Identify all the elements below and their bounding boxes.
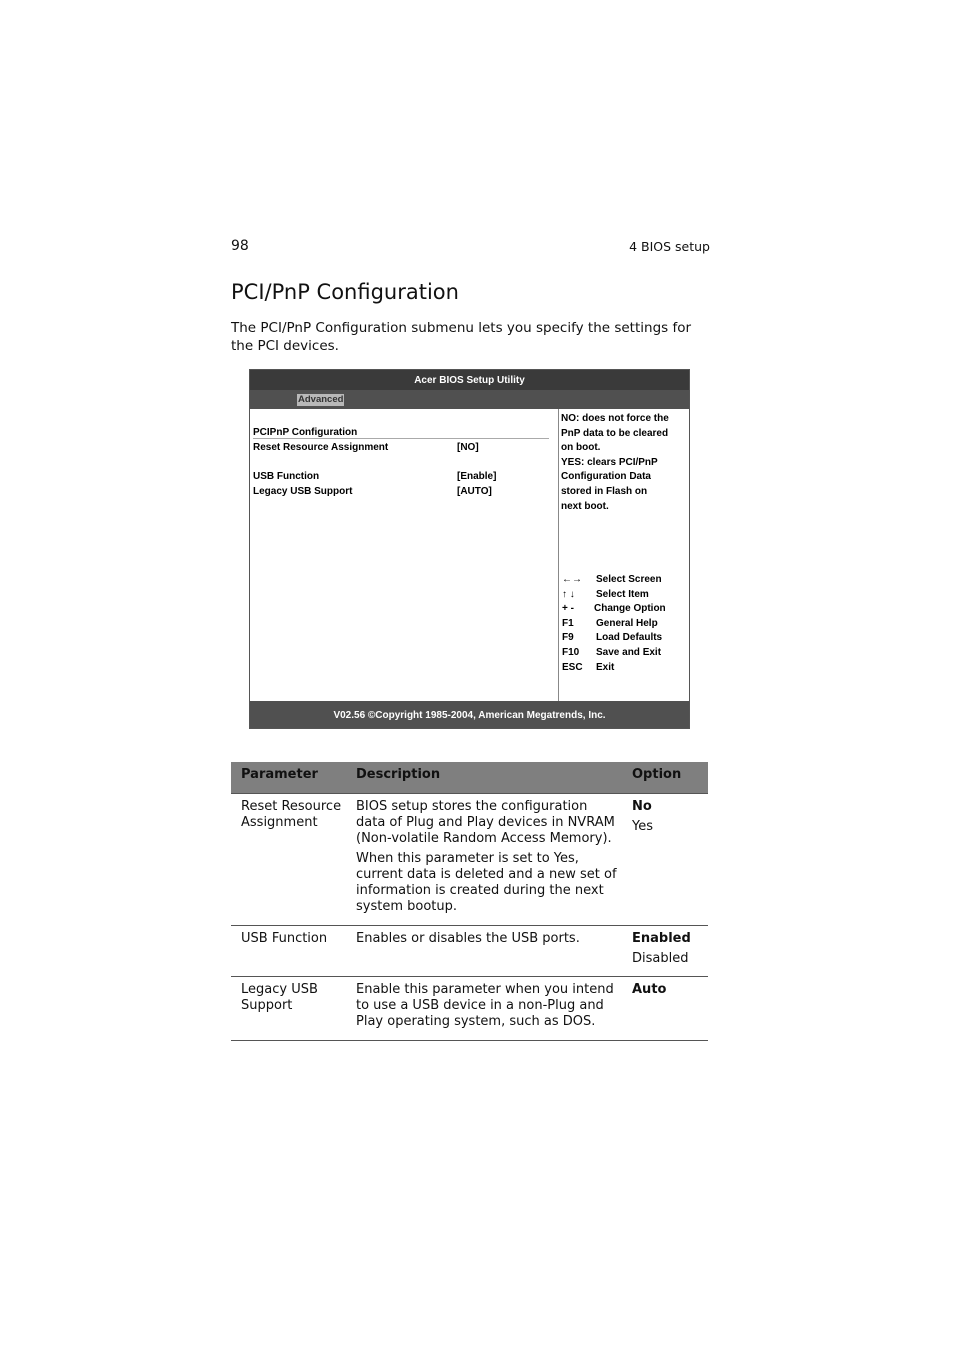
help-line: next boot. — [561, 500, 609, 512]
default-option: Enabled — [632, 931, 691, 946]
key-description: Exit — [596, 661, 615, 673]
bios-section-divider — [253, 438, 549, 439]
key-description: Change Option — [594, 603, 666, 615]
bios-copyright-footer: V02.56 ©Copyright 1985-2004, American Megatrends, Inc. — [250, 701, 689, 728]
setting-legacy-usb-label[interactable]: Legacy USB Support — [253, 486, 353, 497]
parameter-options — [632, 799, 708, 839]
column-header-parameter: Parameter — [241, 767, 318, 782]
help-line: stored in Flash on — [561, 485, 648, 497]
key-label: F10 — [562, 646, 580, 658]
left-right-arrow-icon: ←→ — [562, 574, 582, 585]
bios-section-title: PCIPnP Configuration — [253, 427, 358, 438]
default-option: No — [632, 799, 652, 814]
table-row — [231, 926, 708, 977]
table-row — [231, 794, 708, 926]
option: Yes — [632, 819, 653, 834]
key-description: Save and Exit — [596, 646, 662, 658]
bios-divider — [558, 409, 559, 701]
setting-usb-function-value[interactable]: [Enable] — [457, 471, 497, 482]
key-change-option — [562, 602, 687, 617]
table-header — [231, 762, 708, 794]
key-description: Select Item — [596, 588, 649, 600]
bios-title: Acer BIOS Setup Utility — [250, 370, 689, 390]
key-description: General Help — [596, 617, 658, 629]
up-down-arrow-icon: ↑ ↓ — [562, 588, 575, 600]
key-label: F1 — [562, 617, 574, 629]
key-label: ESC — [562, 661, 583, 673]
key-load-defaults — [562, 631, 687, 646]
parameter-options — [632, 931, 708, 971]
help-line: NO: does not force the — [561, 413, 669, 424]
key-select-item — [562, 588, 687, 603]
bios-menubar — [250, 390, 689, 409]
description-paragraph: Enable this parameter when you intend to use a USB device in a non-Plug and Play operating system, such as DOS. — [356, 982, 614, 1029]
key-general-help — [562, 617, 687, 632]
parameter-description — [356, 931, 618, 951]
help-line: on boot. — [561, 442, 601, 454]
column-header-description: Description — [356, 767, 441, 782]
column-header-option: Option — [632, 767, 682, 782]
setting-reset-resource-value[interactable]: [NO] — [457, 442, 479, 453]
help-line: Configuration Data — [561, 471, 651, 483]
bios-key-legend — [562, 573, 687, 675]
key-select-screen — [562, 573, 687, 588]
help-line: PnP data to be cleared — [561, 427, 669, 439]
page-number: 98 — [231, 238, 249, 254]
key-description: Select Screen — [596, 574, 662, 585]
default-option: Auto — [632, 982, 667, 997]
intro-paragraph: The PCI/PnP Configuration submenu lets you specify the settings for the PCI devices. — [231, 320, 692, 354]
description-paragraph: BIOS setup stores the configuration data of Plug and Play devices in NVRAM (Non-volatile Random Access Memory). — [356, 799, 615, 846]
key-exit — [562, 661, 687, 676]
setting-reset-resource-label[interactable]: Reset Resource Assignment — [253, 442, 389, 453]
key-save-exit — [562, 646, 687, 661]
bios-screenshot — [249, 369, 690, 729]
option: Disabled — [632, 951, 689, 966]
help-line: YES: clears PCI/PnP — [561, 456, 658, 468]
parameter-description — [356, 799, 618, 919]
key-label: F9 — [562, 632, 574, 644]
key-description: Load Defaults — [596, 632, 663, 644]
table-row — [231, 977, 708, 1041]
description-paragraph: Enables or disables the USB ports. — [356, 931, 580, 946]
setting-legacy-usb-value[interactable]: [AUTO] — [457, 486, 492, 497]
description-paragraph: When this parameter is set to Yes, current data is deleted and a new set of information is created during the next system bootup. — [356, 851, 617, 914]
key-label: + - — [562, 603, 574, 615]
parameter-name: Legacy USB Support — [241, 982, 318, 1013]
parameter-description — [356, 982, 618, 1034]
page-title: PCI/PnP Configuration — [231, 280, 459, 304]
tab-advanced[interactable]: Advanced — [298, 394, 344, 405]
chapter-title: 4 BIOS setup — [629, 239, 710, 254]
parameter-name: Reset Resource Assignment — [241, 799, 342, 830]
parameter-table — [231, 762, 708, 1041]
bios-help-text — [561, 412, 686, 514]
parameter-options — [632, 982, 708, 1002]
setting-usb-function-label[interactable]: USB Function — [253, 471, 320, 482]
parameter-name: USB Function — [241, 931, 328, 946]
